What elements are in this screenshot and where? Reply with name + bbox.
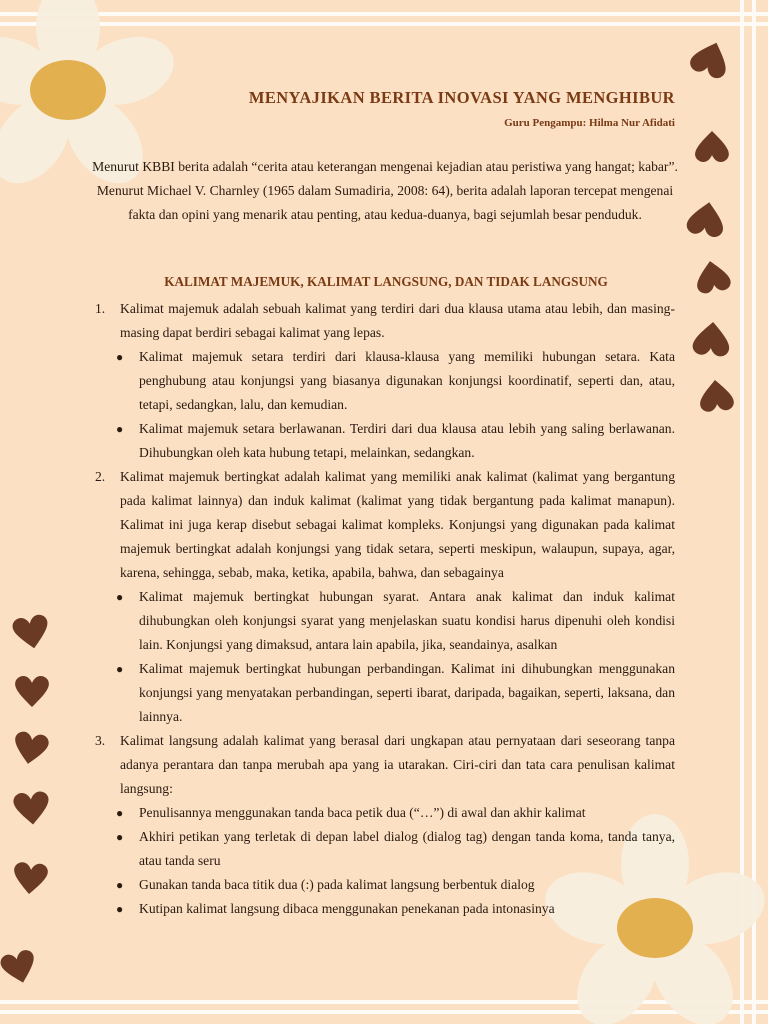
bullet-item — [95, 801, 675, 825]
bullet-list — [95, 801, 675, 921]
bullet-text: Kalimat majemuk bertingkat hubungan perbandingan. Kalimat ini dihubungkan menggunakan konjungsi yang menyatakan perbandingan, seperti ibarat, daripada, bagaikan, seperti, laksana, dan lainnya. — [139, 661, 675, 724]
item-number: 3. — [95, 733, 106, 748]
page-title: MENYAJIKAN BERITA INOVASI YANG MENGHIBUR — [248, 88, 675, 107]
bullet-icon: ● — [116, 422, 124, 436]
bullet-item — [95, 873, 675, 897]
bullet-text: Kalimat majemuk bertingkat hubungan syarat. Antara anak kalimat dan induk kalimat dihubungkan oleh konjungsi syarat yang menjelaskan suatu kondisi harus dipenuhi oleh kondisi lain. Konjungsi yang dimaksud, antara lain apabila, jika, seandainya, asalkan — [139, 589, 675, 652]
bullet-list — [95, 585, 675, 729]
bullet-item — [95, 345, 675, 417]
bullet-item — [95, 585, 675, 657]
bullet-icon: ● — [116, 590, 124, 604]
bullet-icon: ● — [116, 878, 124, 892]
bullet-text: Penulisannya menggunakan tanda baca petik dua (“…”) di awal dan akhir kalimat — [139, 805, 586, 820]
bullet-text: Kalimat majemuk setara berlawanan. Terdiri dari dua klausa atau lebih yang saling berlawanan. Dihubungkan oleh kata hubung tetapi, melainkan, sedangkan. — [139, 421, 675, 460]
intro-paragraph: Menurut KBBI berita adalah “cerita atau keterangan mengenai kejadian atau peristiwa yang hangat; kabar”. Menurut Michael V. Charnley (1965 dalam Sumadiria, 2008: 64), berita adalah laporan tercepat mengenai fakta dan opini yang menarik atau penting, atau kedua-duanya, bagi sejumlah besar penduduk. — [92, 159, 678, 222]
bullet-icon: ● — [116, 830, 124, 844]
bullet-list — [95, 345, 675, 465]
numbered-list — [95, 297, 675, 921]
bullet-text: Kutipan kalimat langsung dibaca menggunakan penekanan pada intonasinya — [139, 901, 555, 916]
list-item — [95, 465, 675, 585]
item-text: Kalimat majemuk bertingkat adalah kalimat yang memiliki anak kalimat (kalimat yang bergantung pada kalimat lainnya) dan induk kalimat (kalimat yang tidak bergantung pada kalimat manapun). Kalimat ini juga kerap disebut sebagai kalimat kompleks. Konjungsi yang digunakan pada kalimat majemuk bertingkat adalah konjungsi yang tidak setara, seperti meskipun, walaupun, supaya, agar, karena, sehingga, sebab, maka, ketika, apabila, bahwa, dan sebagainya — [120, 469, 675, 580]
bullet-icon: ● — [116, 902, 124, 916]
bullet-text: Gunakan tanda baca titik dua (:) pada kalimat langsung berbentuk dialog — [139, 877, 535, 892]
item-text: Kalimat langsung adalah kalimat yang berasal dari ungkapan atau pernyataan dari seseorang tanpa adanya perantara dan tanpa merubah apa yang ia utarakan. Ciri-ciri dan tata cara penulisan kalimat langsung: — [120, 733, 675, 796]
bullet-icon: ● — [116, 662, 124, 676]
bullet-item — [95, 417, 675, 465]
item-number: 1. — [95, 301, 106, 316]
item-text: Kalimat majemuk adalah sebuah kalimat yang terdiri dari dua klausa utama atau lebih, dan masing-masing dapat berdiri sebagai kalimat yang lepas. — [120, 301, 675, 340]
teacher-credit: Guru Pengampu: Hilma Nur Afidati — [504, 117, 675, 129]
list-item — [95, 729, 675, 801]
bullet-item — [95, 825, 675, 873]
bullet-text: Akhiri petikan yang terletak di depan label dialog (dialog tag) dengan tanda koma, tanda tanya, atau tanda seru — [139, 829, 675, 868]
bullet-icon: ● — [116, 350, 124, 364]
bullet-item — [95, 657, 675, 729]
bullet-text: Kalimat majemuk setara terdiri dari klausa-klausa yang memiliki hubungan setara. Kata penghubung atau konjungsi yang biasanya digunakan konjungsi koordinatif, seperti dan, atau, tetapi, sedangkan, lalu, dan kemudian. — [139, 349, 675, 412]
bullet-icon: ● — [116, 806, 124, 820]
item-number: 2. — [95, 469, 106, 484]
section-heading: KALIMAT MAJEMUK, KALIMAT LANGSUNG, DAN TIDAK LANGSUNG — [164, 274, 608, 289]
list-item — [95, 297, 675, 345]
bullet-item — [95, 897, 675, 921]
